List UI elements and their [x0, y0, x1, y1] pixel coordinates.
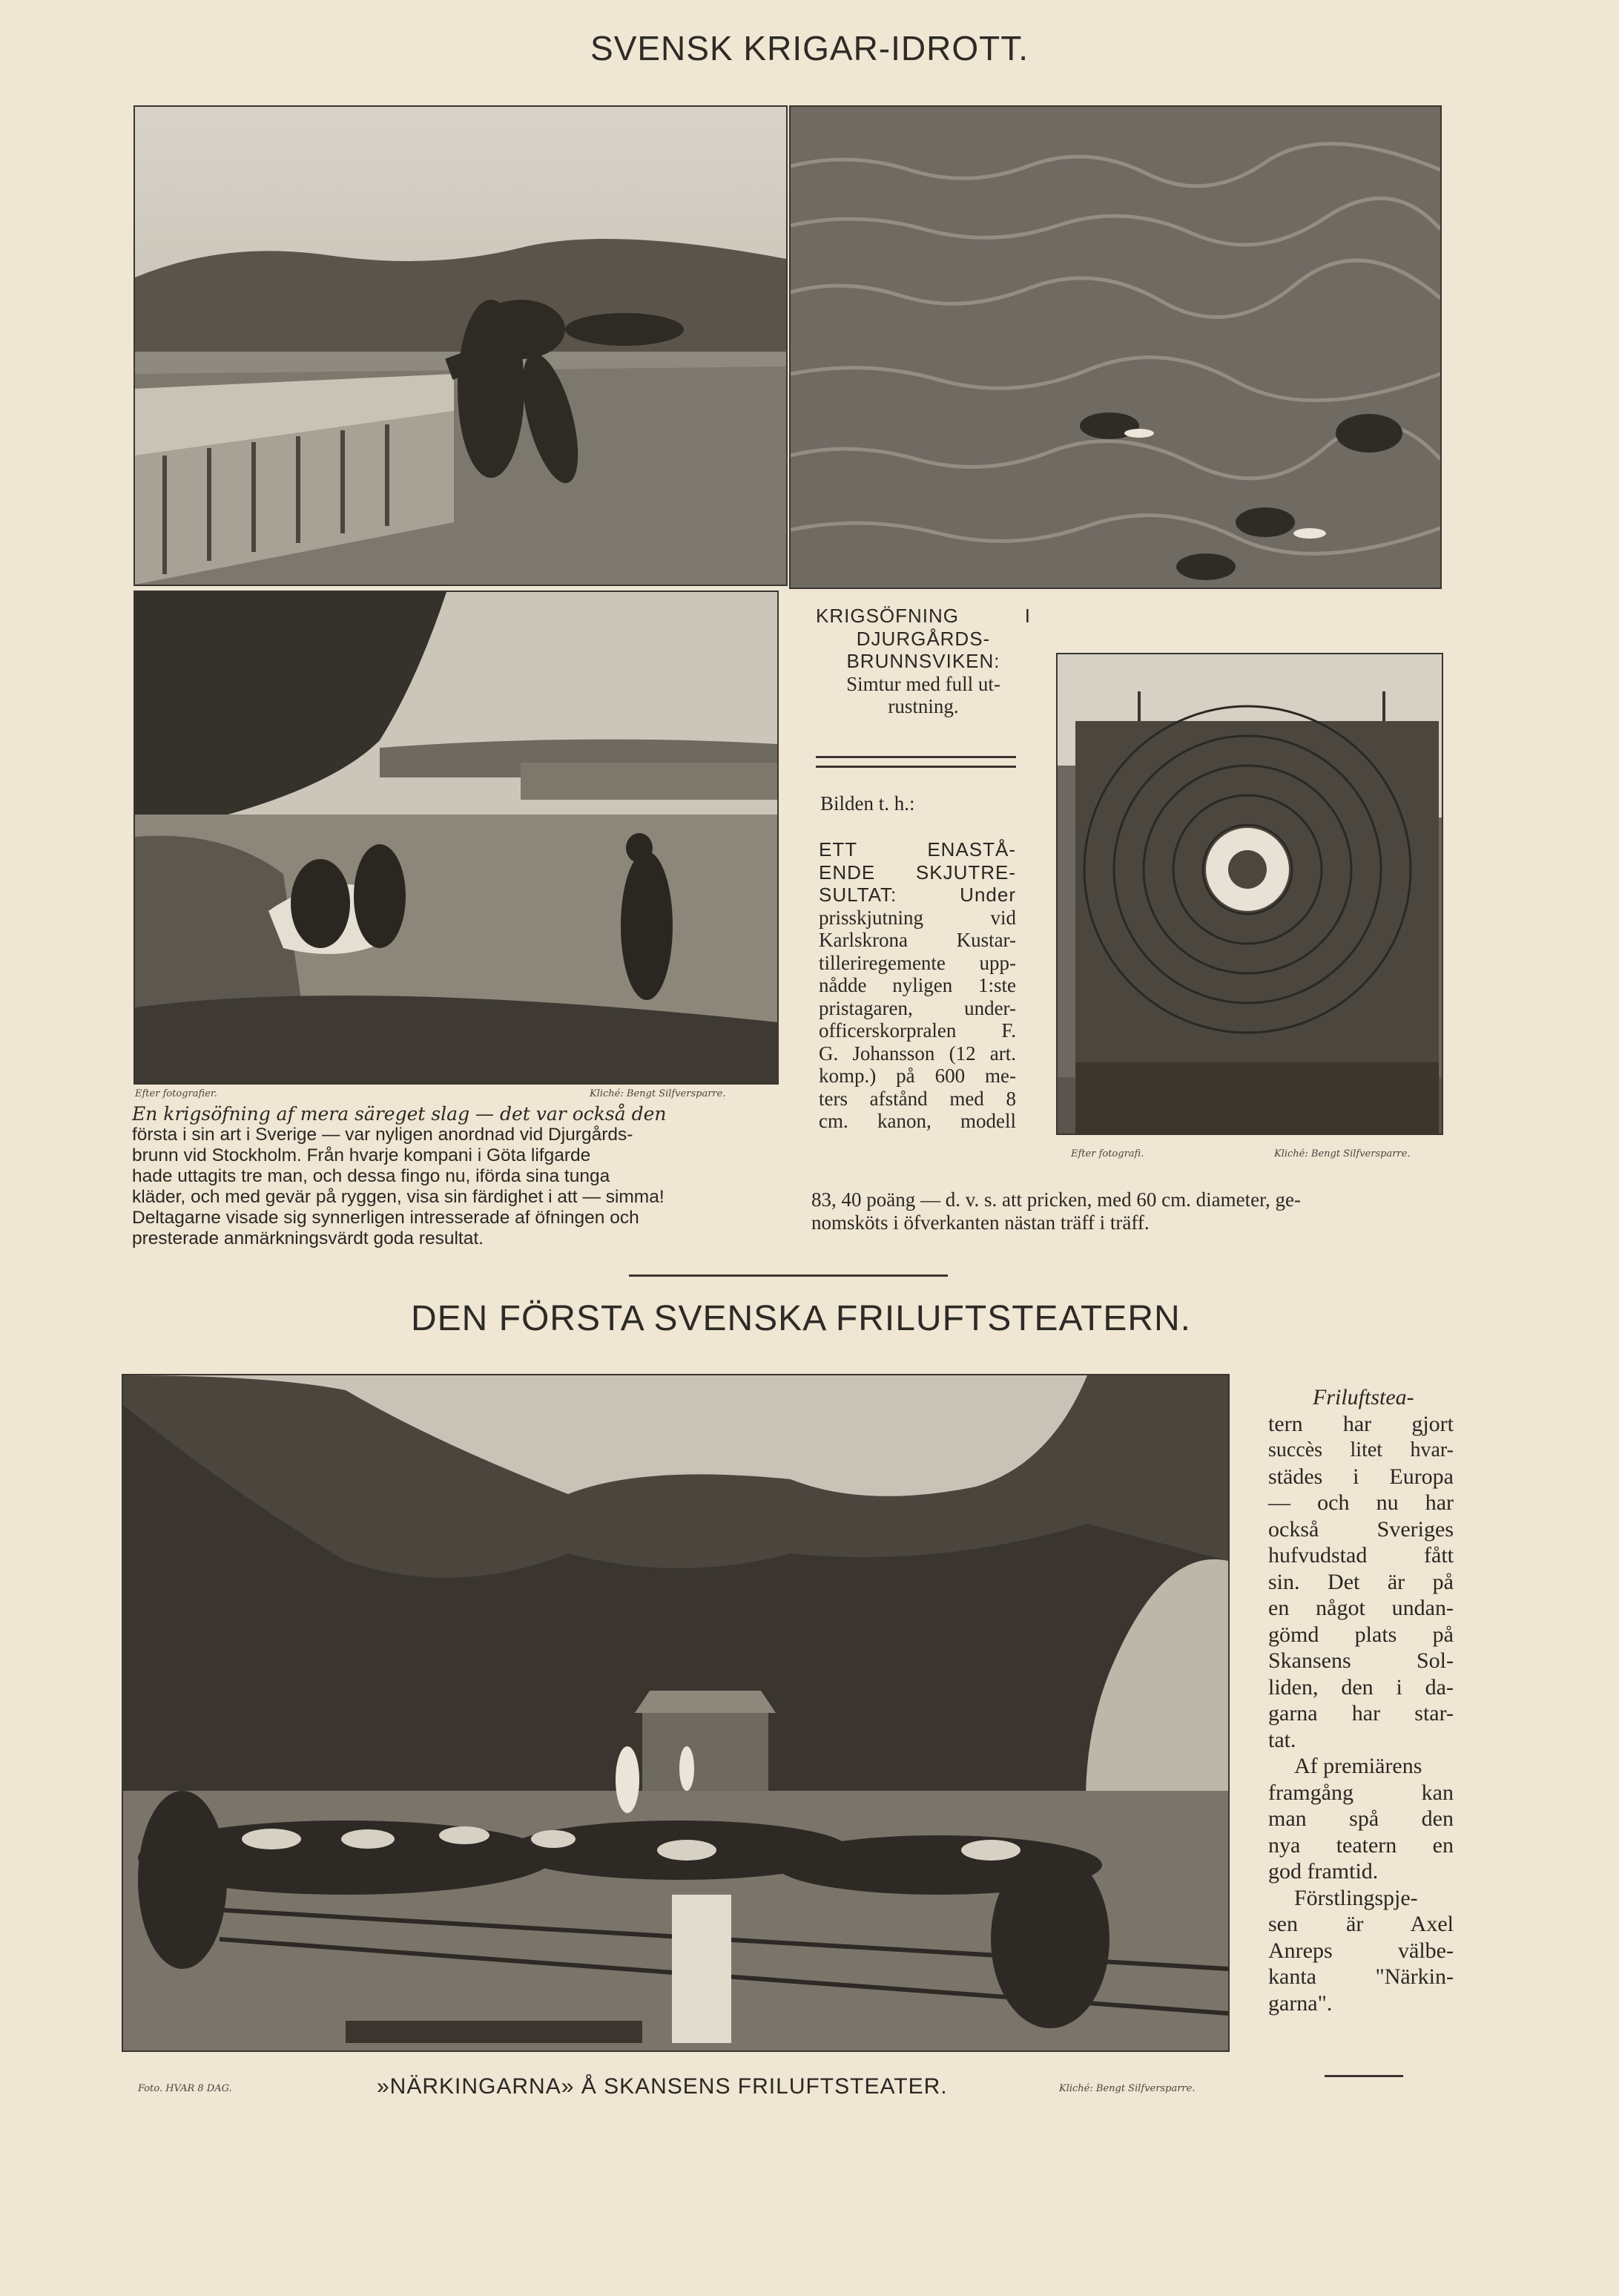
caption-line: brunn vid Stockholm. Från hvarje kompani i Göta lifgarde: [132, 1145, 591, 1165]
caption-line: ters afstånd med 8: [819, 1087, 1016, 1110]
credit-target-photo: Efter fotografi.: [1071, 1148, 1144, 1159]
caption-heading-word: SULTAT: Under: [819, 884, 1016, 906]
caption-krigsofning: [132, 1104, 777, 1249]
article-line: man spå den: [1268, 1806, 1454, 1831]
caption-line: Deltagarne visade sig synnerligen intresserade af öfningen och: [132, 1208, 639, 1228]
article-line: städes i Europa: [1268, 1464, 1454, 1489]
caption-line: rustning.: [888, 695, 959, 717]
article-line: Förstlingspje-: [1294, 1885, 1418, 1910]
caption-heading-line: KRIGSÖFNING I: [816, 605, 1031, 627]
article-line: framgång kan: [1268, 1780, 1454, 1805]
caption-heading-line: ETT ENASTÅ-: [819, 838, 1016, 861]
article-line: tat.: [1268, 1727, 1296, 1752]
article-line: också Sveriges: [1268, 1516, 1454, 1542]
caption-line: Karlskrona Kustar-: [819, 929, 1016, 951]
caption-target-intro: Bilden t. h.:: [820, 792, 915, 815]
article-line: — och nu har: [1268, 1490, 1454, 1515]
article-line: succès litet hvar-: [1268, 1438, 1454, 1461]
article-line: liden, den i da-: [1268, 1674, 1454, 1700]
photo-swimmers-in-water: [789, 105, 1442, 589]
article-line: en något undan-: [1268, 1596, 1454, 1620]
article-line: nya teatern en: [1268, 1832, 1454, 1858]
article-line: kanta "Närkin-: [1268, 1964, 1454, 1989]
credit-photo-hvar8dag: Foto. HVAR 8 DAG.: [138, 2083, 232, 2094]
caption-line: cm. kanon, modell: [819, 1110, 1016, 1132]
caption-line: [819, 884, 1016, 907]
article-line: sin. Det är på: [1268, 1569, 1454, 1594]
article-line: hufvudstad fått: [1268, 1543, 1454, 1568]
photo-soldiers-wading-ashore: [133, 591, 779, 1085]
caption-target-continued: [811, 1188, 1449, 1234]
cliche-credit-target-photo: Kliché: Bengt Silfversparre.: [1274, 1148, 1411, 1159]
section-title-krigar-idrott: SVENSK KRIGAR-IDROTT.: [590, 29, 1029, 68]
article-line: sen är Axel: [1268, 1912, 1454, 1936]
caption-line: Simtur med full ut-: [846, 672, 1000, 695]
caption-line: pristagaren, under-: [819, 996, 1016, 1019]
caption-line: komp.) på 600 me-: [819, 1065, 1016, 1087]
caption-djurgardsbrunnsviken: [816, 605, 1031, 718]
caption-line: 83, 40 poäng — d. v. s. att pricken, med 60 cm. diameter, ge-: [811, 1188, 1301, 1211]
article-line: garna".: [1268, 1990, 1333, 2016]
caption-heading-line: ENDE SKJUTRE-: [819, 861, 1016, 884]
photo-jumping-from-pier: [133, 105, 788, 586]
caption-line: En krigsöfning af mera säreget slag — det var också den: [132, 1103, 667, 1125]
section-title-friluftsteatern: DEN FÖRSTA SVENSKA FRILUFTSTEATERN.: [410, 1299, 1192, 1338]
article-friluftsteatern: [1268, 1384, 1454, 2016]
article-line: Anreps välbe-: [1268, 1938, 1454, 1963]
section-divider: [629, 1274, 948, 1277]
caption-line: första i sin art i Sverige — var nyligen anordnad vid Djurgårds-: [132, 1125, 633, 1145]
caption-line: nådde nyligen 1:ste: [819, 974, 1016, 996]
caption-skjutresultat: [819, 838, 1016, 1133]
cliche-credit-theatre: Kliché: Bengt Silfversparre.: [1059, 2083, 1196, 2094]
caption-line: tilleriregemente upp-: [819, 951, 1016, 974]
caption-line: kläder, och med gevär på ryggen, visa sin färdighet i att — simma!: [132, 1187, 665, 1207]
divider-double-top: [816, 756, 1016, 758]
caption-line: presterade anmärkningsvärdt goda resultat.: [132, 1228, 484, 1249]
caption-line: hade uttagits tre man, och dessa fingo nu, iförda sina tunga: [132, 1166, 610, 1186]
divider-double-bottom: [816, 766, 1016, 768]
photo-shooting-target: [1056, 653, 1443, 1135]
caption-line: prisskjutning vid: [819, 906, 1016, 929]
photo-open-air-theatre: [122, 1374, 1230, 2052]
article-line: Af premiärens: [1294, 1754, 1422, 1778]
caption-line: nomsköts i öfverkanten nästan träff i träff.: [811, 1211, 1150, 1234]
cliche-credit-left-photos: Kliché: Bengt Silfversparre.: [590, 1088, 726, 1099]
caption-heading-line: DJURGÅRDS-: [856, 627, 991, 650]
credit-left-photos: Efter fotografier.: [135, 1088, 217, 1099]
caption-line: officerskorpralen F.: [819, 1019, 1016, 1042]
caption-narkingarna: »NÄRKINGARNA» Å SKANSENS FRILUFTSTEATER.: [377, 2074, 948, 2099]
article-line: tern har gjort: [1268, 1411, 1454, 1436]
article-line: [1268, 1384, 1454, 1411]
article-line: Skansens Sol-: [1268, 1648, 1454, 1673]
article-lead-word: Friluftstea-: [1313, 1385, 1414, 1409]
article-line: garna har star-: [1268, 1701, 1454, 1726]
caption-heading-line: BRUNNSVIKEN:: [846, 650, 1000, 672]
article-line: gömd plats på: [1268, 1622, 1454, 1647]
column-end-rule: [1325, 2075, 1403, 2077]
article-line: god framtid.: [1268, 1859, 1379, 1884]
caption-line: G. Johansson (12 art.: [819, 1042, 1016, 1065]
